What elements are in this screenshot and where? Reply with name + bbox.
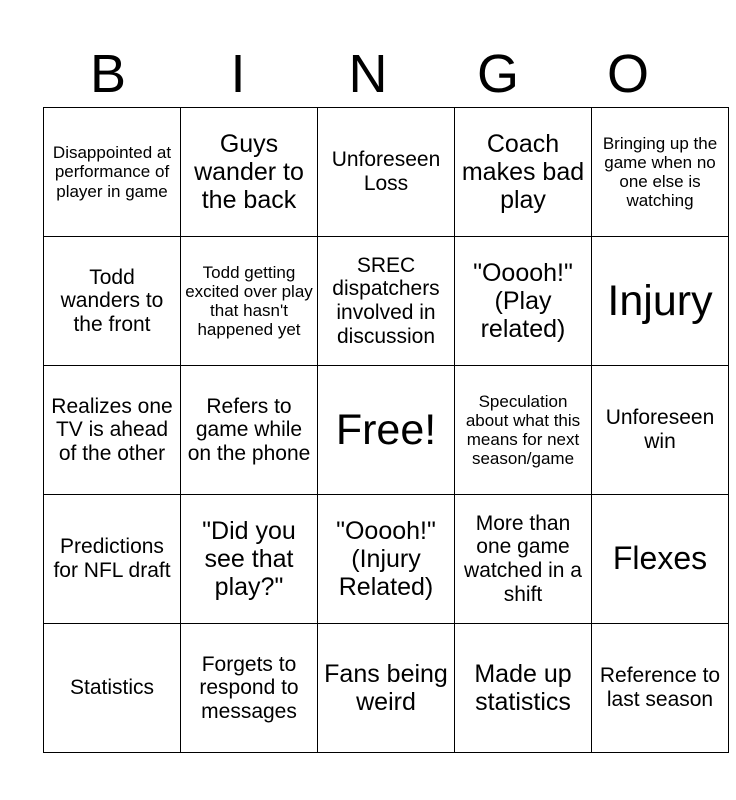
board-row [44, 366, 729, 495]
bingo-cell[interactable]: Guys wander to the back [181, 108, 318, 237]
header-letter-i: I [230, 44, 246, 104]
bingo-cell[interactable]: Speculation about what this means for next season/game [455, 366, 592, 495]
header-letter-g: G [476, 44, 519, 104]
bingo-cell[interactable]: Made up statistics [455, 624, 592, 753]
board-row [44, 495, 729, 624]
header-letter-n: N [348, 44, 388, 104]
header-letter-b: B [89, 44, 127, 104]
bingo-cell[interactable]: Fans being weird [318, 624, 455, 753]
bingo-cell[interactable]: Unforeseen Loss [318, 108, 455, 237]
free-cell[interactable]: Free! [318, 366, 455, 495]
bingo-cell[interactable]: Flexes [592, 495, 729, 624]
bingo-cell[interactable]: Coach makes bad play [455, 108, 592, 237]
bingo-board [43, 107, 729, 753]
board-row [44, 108, 729, 237]
bingo-cell[interactable]: Reference to last season [592, 624, 729, 753]
bingo-cell[interactable]: Todd getting excited over play that hasn't happened yet [181, 237, 318, 366]
bingo-cell[interactable]: Injury [592, 237, 729, 366]
bingo-cell[interactable]: Bringing up the game when no one else is watching [592, 108, 729, 237]
board-row [44, 237, 729, 366]
bingo-cell[interactable]: "Ooooh!" (Injury Related) [318, 495, 455, 624]
bingo-cell[interactable]: "Did you see that play?" [181, 495, 318, 624]
bingo-cell[interactable]: Statistics [44, 624, 181, 753]
bingo-cell[interactable]: Predictions for NFL draft [44, 495, 181, 624]
bingo-cell[interactable]: SREC dispatchers involved in discussion [318, 237, 455, 366]
bingo-header [43, 40, 693, 108]
bingo-cell[interactable]: Refers to game while on the phone [181, 366, 318, 495]
bingo-cell[interactable]: "Ooooh!" (Play related) [455, 237, 592, 366]
board-row [44, 624, 729, 753]
header-letter-o: O [606, 44, 649, 104]
bingo-cell[interactable]: Forgets to respond to messages [181, 624, 318, 753]
bingo-cell[interactable]: Unforeseen win [592, 366, 729, 495]
bingo-cell[interactable]: Disappointed at performance of player in game [44, 108, 181, 237]
bingo-cell[interactable]: More than one game watched in a shift [455, 495, 592, 624]
bingo-cell[interactable]: Realizes one TV is ahead of the other [44, 366, 181, 495]
bingo-cell[interactable]: Todd wanders to the front [44, 237, 181, 366]
